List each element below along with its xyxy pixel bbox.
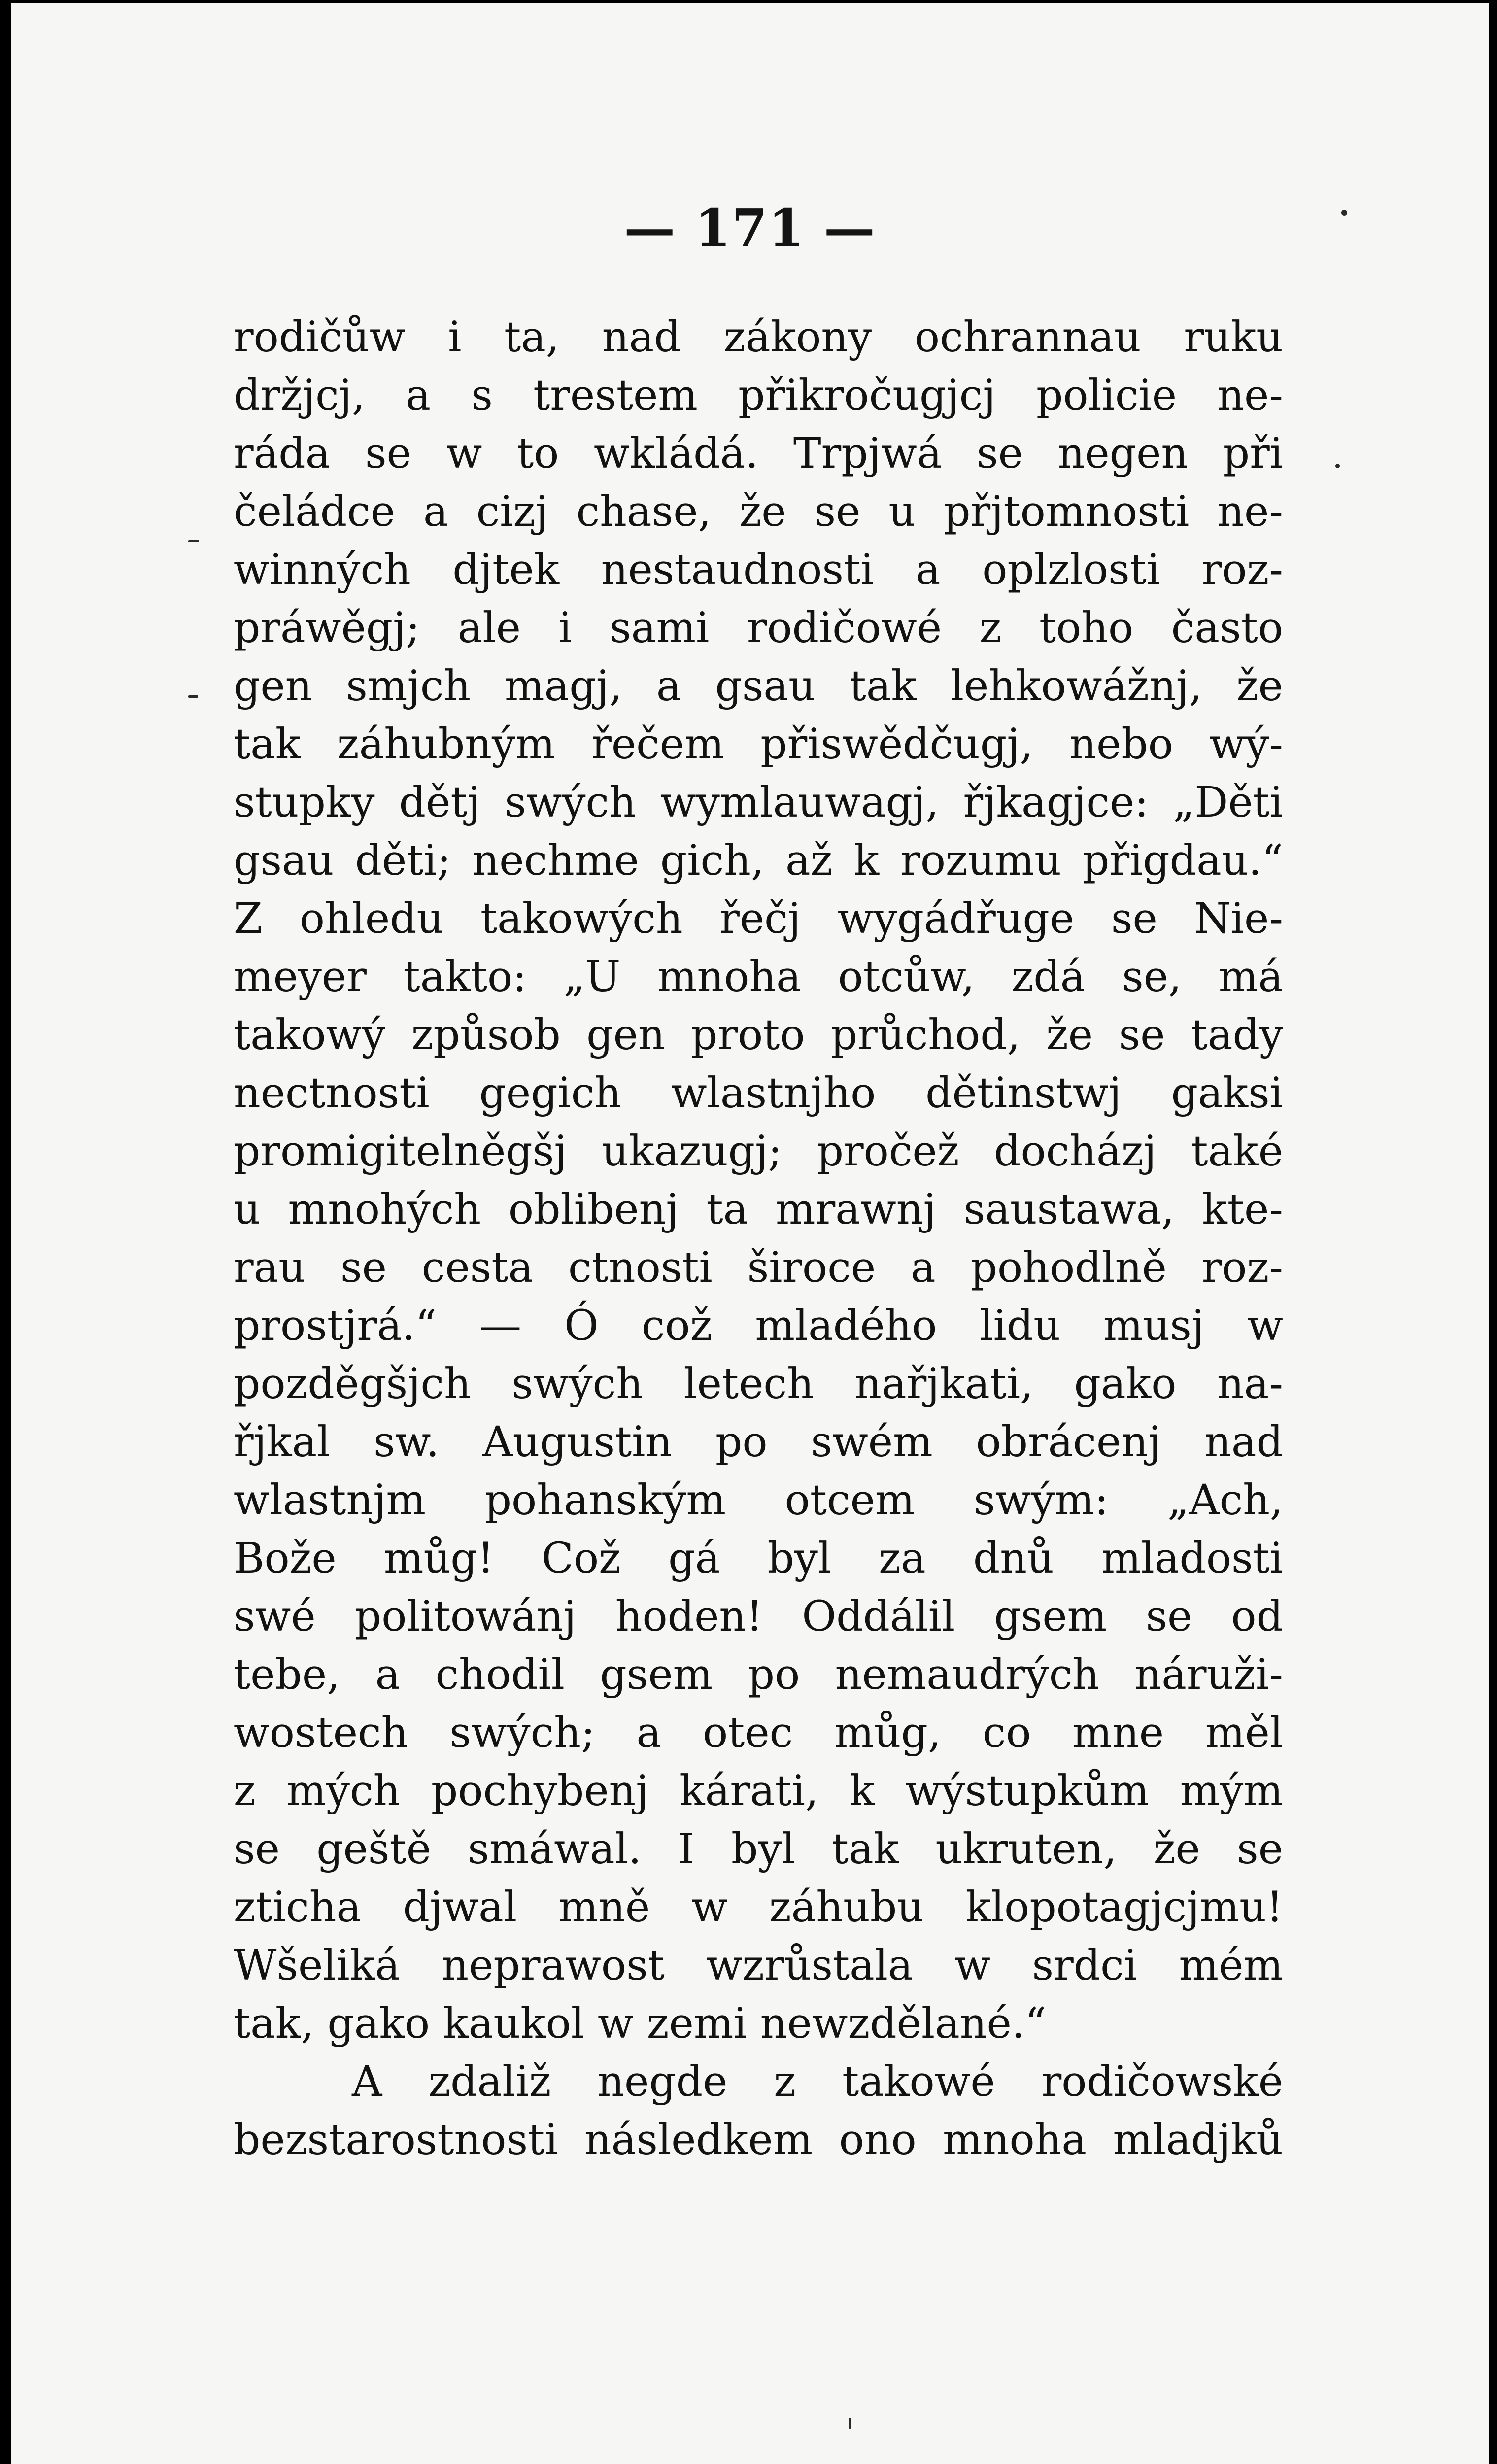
text-line: se geště smáwal. I byl tak ukruten, že se: [234, 1825, 1283, 1874]
scan-speck: [188, 695, 198, 698]
text-line: držjcj, a s trestem přikročugjcj policie ne-: [234, 371, 1283, 420]
body-text: [234, 308, 1283, 2169]
text-line: tak záhubným řečem přiswědčugj, nebo wý-: [234, 720, 1283, 769]
text-line: práwěgj; ale i sami rodičowé z toho často: [234, 604, 1283, 652]
text-line: zticha djwal mně w záhubu klopotagjcjmu!: [234, 1883, 1283, 1932]
text-line: rodičůw i ta, nad zákony ochrannau ruku: [234, 313, 1283, 362]
text-line: pozděgšjch swých letech nařjkati, gako na-: [234, 1360, 1283, 1408]
text-line: swé politowánj hoden! Oddálil gsem se od: [234, 1592, 1283, 1641]
text-line: nectnosti gegich wlastnjho dětinstwj gaksi: [234, 1069, 1283, 1118]
text-line: rau se cesta ctnosti široce a pohodlně roz-: [234, 1243, 1283, 1292]
text-line: Bože můg! Což gá byl za dnů mladosti: [234, 1534, 1283, 1583]
text-line: prostjrá.“ — Ó což mladého lidu musj w: [234, 1301, 1283, 1350]
text-line: čeládce a cizj chase, že se u přjtomnosti ne-: [234, 487, 1283, 536]
text-line: Z ohledu takowých řečj wygádřuge se Nie-: [234, 894, 1283, 943]
text-line: tebe, a chodil gsem po nemaudrých náruži-: [234, 1650, 1283, 1699]
text-line: promigitelněgšj ukazugj; pročež docházj také: [234, 1127, 1283, 1176]
text-line: takowý způsob gen proto průchod, že se tady: [234, 1011, 1283, 1060]
text-line: gen smjch magj, a gsau tak lehkowážnj, že: [234, 662, 1283, 711]
text-line: Wšeliká neprawost wzrůstala w srdci mém: [234, 1941, 1283, 1990]
text-line: z mých pochybenj kárati, k wýstupkům mým: [234, 1767, 1283, 1815]
text-line: stupky dětj swých wymlauwagj, řjkagjce: „Děti: [234, 778, 1283, 827]
text-line: bezstarostnosti následkem ono mnoha mladjků: [234, 2116, 1283, 2164]
text-line: wostech swých; a otec můg, co mne měl: [234, 1709, 1283, 1757]
text-line: gsau děti; nechme gich, až k rozumu přigdau.“: [234, 836, 1283, 885]
text-line: tak, gako kaukol w zemi newzdělané.“: [234, 1999, 1047, 2048]
book-page: [11, 3, 1489, 2464]
scan-speck: [188, 540, 199, 542]
page-number-header: — 171 —: [624, 198, 876, 258]
text-line: winných djtek nestaudnosti a oplzlosti roz-: [234, 546, 1283, 594]
scan-speck: [849, 2418, 851, 2429]
text-line: wlastnjm pohanským otcem swým: „Ach,: [234, 1476, 1283, 1525]
paragraph-first-line: A zdaliž negde z takowé rodičowské: [352, 2057, 1283, 2106]
text-line: meyer takto: „U mnoha otcůw, zdá se, má: [234, 953, 1283, 1001]
scan-speck: [1335, 464, 1340, 468]
scan-speck: [1341, 210, 1347, 216]
text-line: ráda se w to wkládá. Trpjwá se negen při: [234, 429, 1283, 478]
text-line: u mnohých oblibenj ta mrawnj saustawa, kte-: [234, 1185, 1283, 1234]
text-line: řjkal sw. Augustin po swém obrácenj nad: [234, 1418, 1283, 1467]
